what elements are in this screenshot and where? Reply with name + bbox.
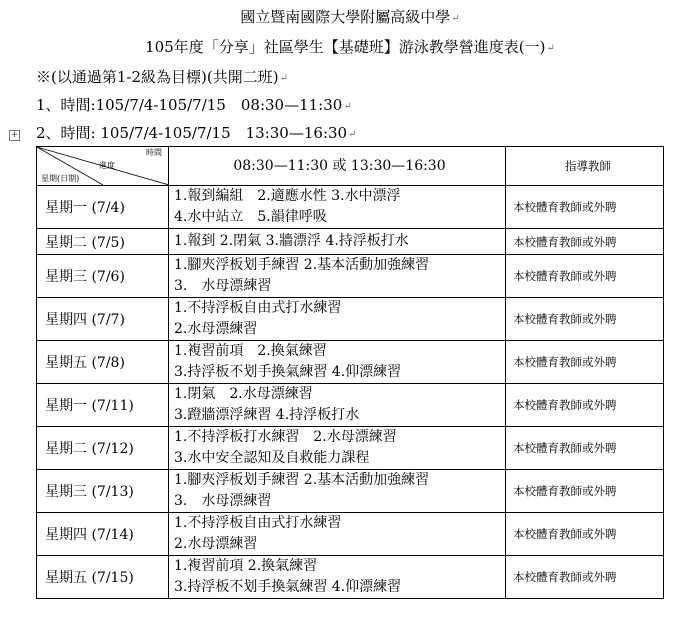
day-cell: 星期五 (7/8) [37,341,169,384]
activities-cell [169,556,506,599]
session-2-time: 2、時間: 105/7/4-105/7/15 13:30—16:30↵ [36,124,357,142]
activity-line-1: 1.複習前項 2.換氣練習 [174,343,327,359]
activity-line-1: 1.報到編組 2.適應水性 3.水中漂浮 [174,188,401,204]
day-cell: 星期三 (7/6) [37,255,169,298]
activity-line-1: 1.不持浮板自由式打水練習 [174,515,342,531]
table-row [37,427,664,470]
teacher-cell: 本校體育教師或外聘 [506,255,664,298]
activities-cell [169,384,506,427]
day-cell: 星期二 (7/5) [37,229,169,255]
day-cell: 星期一 (7/11) [37,384,169,427]
teacher-cell: 本校體育教師或外聘 [506,298,664,341]
session-1-time: 1、時間:105/7/4-105/7/15 08:30—11:30↵ [36,96,352,114]
table-row [37,384,664,427]
activity-line-1: 1.閉氣 2.水母漂練習 [174,386,313,402]
school-name: 國立暨南國際大學附屬高級中學↵ [240,8,460,26]
corner-label-weekday: 星期(日期) [41,174,80,183]
day-cell: 星期一 (7/4) [37,186,169,229]
corner-label-progress: 進度 [99,161,115,170]
teacher-cell: 本校體育教師或外聘 [506,186,664,229]
activity-line-1: 1.腳夾浮板划手練習 2.基本活動加強練習 [174,257,430,273]
activities-cell [169,186,506,229]
table-row [37,186,664,229]
day-cell: 星期二 (7/12) [37,427,169,470]
table-move-handle-icon[interactable]: + [10,130,19,140]
table-header-row [37,147,664,186]
activity-line-2: 3. 水母漂練習 [174,278,272,294]
day-cell: 星期四 (7/14) [37,513,169,556]
table-row [37,556,664,599]
teacher-cell: 本校體育教師或外聘 [506,556,664,599]
corner-cell [37,147,169,186]
table-row [37,229,664,255]
activities-cell [169,427,506,470]
activity-line-2: 3.持浮板不划手換氣練習 4.仰漂練習 [174,579,402,595]
table-row [37,470,664,513]
table-row [37,513,664,556]
activity-line-2: 3.水中安全認知及自救能力課程 [174,450,370,466]
teacher-cell: 本校體育教師或外聘 [506,229,664,255]
activity-line-2: 2.水母漂練習 [174,536,258,552]
activity-line-1: 1.報到 2.閉氣 3.牆漂浮 4.持浮板打水 [174,233,409,249]
day-cell: 星期五 (7/15) [37,556,169,599]
schedule-rows [37,186,664,599]
activity-line-1: 1.不持浮板自由式打水練習 [174,300,342,316]
activities-cell [169,341,506,384]
teacher-cell: 本校體育教師或外聘 [506,341,664,384]
day-cell: 星期三 (7/13) [37,470,169,513]
teacher-cell: 本校體育教師或外聘 [506,427,664,470]
teacher-cell: 本校體育教師或外聘 [506,513,664,556]
corner-label-time: 時間 [146,148,162,157]
teacher-cell: 本校體育教師或外聘 [506,470,664,513]
header-time-column: 08:30—11:30 或 13:30—16:30 [169,147,506,186]
day-cell: 星期四 (7/7) [37,298,169,341]
table-row [37,341,664,384]
activities-cell [169,513,506,556]
table-row [37,298,664,341]
activity-line-1: 1.腳夾浮板划手練習 2.基本活動加強練習 [174,472,430,488]
header-teacher-column: 指導教師 [506,147,664,186]
activity-line-1: 1.複習前項 2.換氣練習 [174,558,318,574]
document-title: 105年度「分享」社區學生【基礎班】游泳教學營進度表(一)↵ [145,38,555,56]
table-row [37,255,664,298]
activity-line-2: 2.水母漂練習 [174,321,258,337]
activities-cell [169,229,506,255]
schedule-table [36,146,664,599]
activity-line-2: 3. 水母漂練習 [174,493,272,509]
activity-line-1: 1.不持浮板打水練習 2.水母漂練習 [174,429,397,445]
goal-note: ※(以通過第1-2級為目標)(共開二班)↵ [36,68,288,86]
activities-cell [169,255,506,298]
activities-cell [169,470,506,513]
activities-cell [169,298,506,341]
activity-line-2: 3.持浮板不划手換氣練習 4.仰漂練習 [174,364,402,380]
activity-line-2: 3.蹬牆漂浮練習 4.持浮板打水 [174,407,360,423]
teacher-cell: 本校體育教師或外聘 [506,384,664,427]
activity-line-2: 4.水中站立 5.韻律呼吸 [174,209,327,225]
